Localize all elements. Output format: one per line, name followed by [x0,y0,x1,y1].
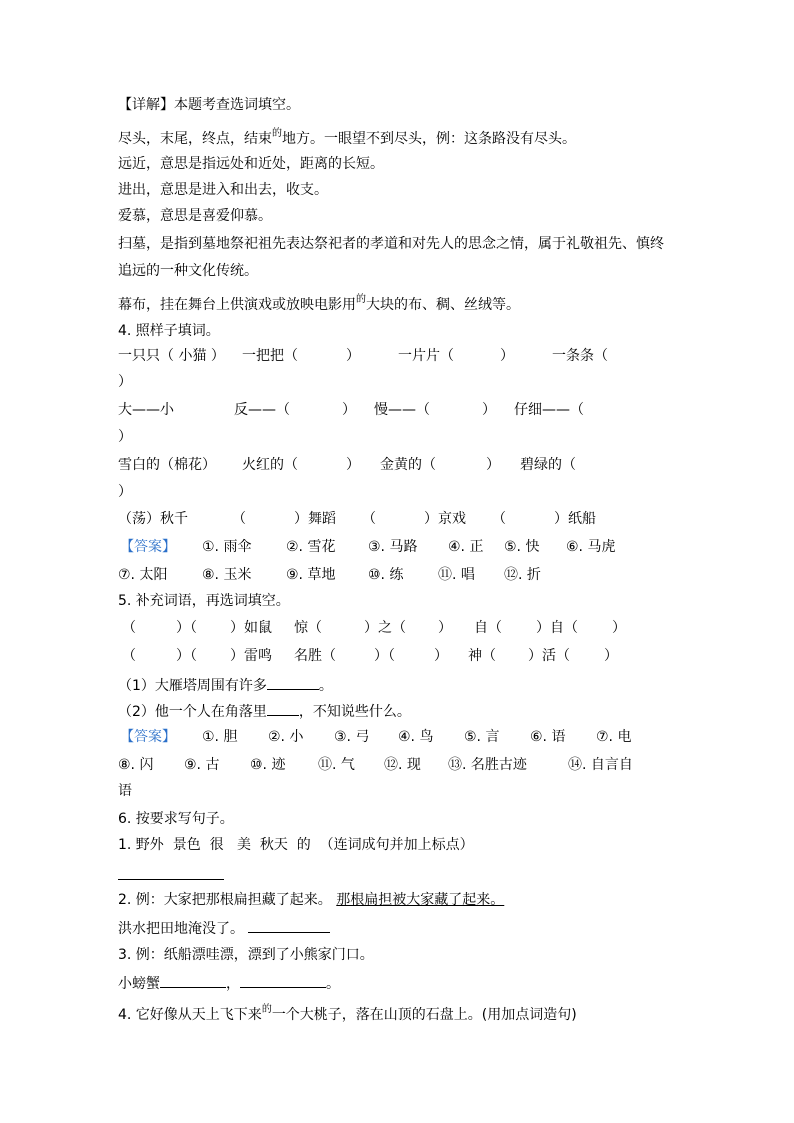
blank-field[interactable] [267,701,299,716]
explanation-line: 幕布，挂在舞台上供演戏或放映电影用$^的$大块的布、稠、丝绒等。 [118,294,520,313]
q6-item-3-prompt: 小螃蟹 ， 。 [118,973,340,993]
q6-item-2-prompt: 洪水把田地淹没了。 [118,918,330,938]
example-answer: 那根扁担被大家藏了起来。 [336,892,505,908]
blank-field[interactable] [240,973,326,988]
blank-field[interactable] [267,675,319,690]
q5-sentence-2: （2）他一个人在角落里 ，不知说些什么。 [118,701,411,721]
answer-label: 【答案】 [120,729,176,745]
explanation-line: 远近，意思是指远处和近处，距离的长短。 [118,156,384,172]
blank-field[interactable] [248,918,330,933]
question-6-title: 6. 按要求写句子。 [118,811,234,827]
explanation-line: 进出，意思是进入和出去，收支。 [118,182,328,198]
question-5-title: 5. 补充词语，再选词填空。 [118,593,290,609]
question-4-title: 4. 照样子填词。 [118,323,220,339]
q6-item-4: 4. 它好像从天上飞下来$^的$一个大桃子，落在山顶的石盘上。(用加点词造句) [118,1004,577,1023]
explanation-line: 扫墓，是指到墓地祭祀祖先表达祭祀者的孝道和对先人的思念之情，属于礼敬祖先、慎终 [118,236,664,252]
q5-sentence-1: （1）大雁塔周围有许多 。 [118,675,333,695]
explanation-line: 爱慕，意思是喜爱仰慕。 [118,208,272,224]
q6-item-1: 1. 野外 景色 很 美 秋天 的 （连词成句并加上标点） [118,837,474,853]
explanation-line: 追远的一种文化传统。 [118,263,258,279]
blank-field[interactable] [160,973,226,988]
answer-line[interactable] [118,879,224,880]
heading-label: 【详解】 [118,97,174,113]
answer-label: 【答案】 [120,539,176,555]
q6-item-2: 2. 例：大家把那根扁担藏了起来。 那根扁担被大家藏了起来。 [118,892,505,908]
explanation-heading: 【详解】本题考查选词填空。 [118,97,300,113]
q6-item-3: 3. 例：纸船漂哇漂，漂到了小熊家门口。 [118,947,374,963]
explanation-line: 尽头，末尾，终点，结束$^的$地方。一眼望不到尽头，例：这条路没有尽头。 [118,128,576,147]
